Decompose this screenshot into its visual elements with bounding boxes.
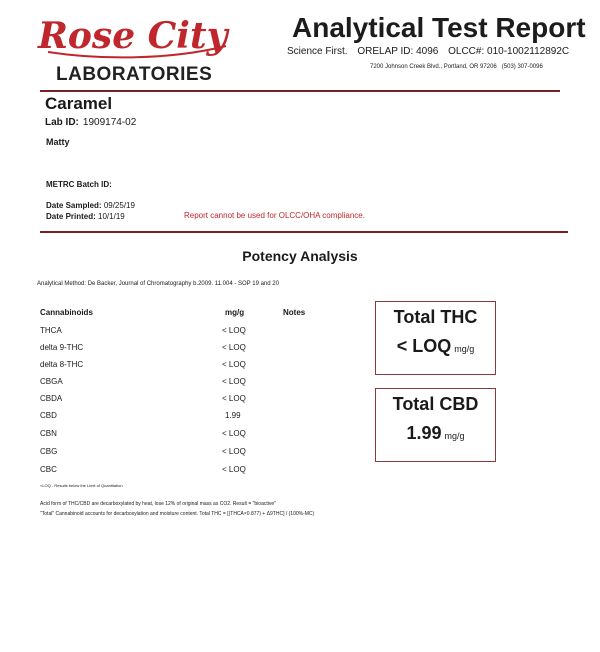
loq-note: <LOQ - Results below the Limit of Quantitation [40,483,123,488]
lab-address-line [370,64,543,70]
cannabinoid-row [0,447,320,464]
cannabinoid-row [0,326,320,343]
date-sampled-label: Date Sampled: [46,201,102,210]
total-cbd-value: 1.99 [406,423,442,443]
cannabinoid-value: < LOQ [222,326,246,335]
analytical-method: Analytical Method: De Backer, Journal of Chromatography b.2009. 11.004 - SOP 19 and 20 [37,281,279,287]
lab-phone: (503) 307-0096 [501,64,543,70]
date-printed-line [46,212,125,221]
metrc-batch-label: METRC Batch ID: [46,180,112,189]
cannabinoid-value: < LOQ [222,377,246,386]
cannabinoid-name: THCA [40,326,62,335]
cannabinoid-row [0,429,320,446]
rose-city-script-logo [30,8,235,64]
cannabinoid-row [0,360,320,377]
total-thc-result [376,336,495,357]
cannabinoid-row [0,343,320,360]
total-cbd-result [376,423,495,444]
notes-header: Notes [283,308,306,317]
lab-logo [30,8,235,88]
logo-script-text: Rose City [38,15,228,57]
cannabinoid-name: CBN [40,429,57,438]
date-sampled-value: 09/25/19 [103,201,135,210]
header-divider [40,90,560,92]
report-title: Analytical Test Report [292,12,586,43]
date-printed-value: 10/1/19 [98,212,125,221]
decarboxylation-note: Acid form of THC/CBD are decarboxylated by heat, lose 12% of original mass as CO2. Result = "bioactive" [40,501,276,507]
cannabinoids-header: Cannabinoids [40,308,93,317]
lab-id-value: 1909174-02 [82,117,137,128]
tagline: Science First. [287,46,348,57]
cannabinoid-value: < LOQ [222,343,246,352]
cannabinoid-name: CBGA [40,377,63,386]
cannabinoid-name: CBDA [40,394,63,403]
olcc-number: OLCC#: 010-1002112892C [448,46,570,57]
total-cbd-unit: mg/g [444,431,465,441]
total-thc-box [375,301,496,375]
total-thc-unit: mg/g [454,344,475,354]
total-thc-label: Total THC [393,307,478,327]
potency-title: Potency Analysis [242,248,358,264]
client-name: Matty [46,137,70,147]
cannabinoid-name: CBD [40,411,57,420]
lab-id-line [45,117,136,128]
cannabinoid-name: delta 9-THC [40,343,84,352]
date-printed-label: Date Printed: [46,212,96,221]
cannabinoid-name: delta 8-THC [40,360,84,369]
unit-header: mg/g [225,308,245,317]
lab-address: 7200 Johnson Creek Blvd., Portland, OR 97206 [370,64,497,70]
cannabinoid-value: < LOQ [222,394,246,403]
cannabinoid-row [0,377,320,394]
cannabinoid-value: < LOQ [222,447,246,456]
total-thc-value: < LOQ [396,336,452,356]
cannabinoid-value: 1.99 [225,411,241,420]
cannabinoid-row [0,394,320,411]
date-sampled-line [46,201,135,210]
cannabinoid-row [0,411,320,428]
lab-identifiers [287,46,576,57]
cannabinoid-name: CBG [40,447,58,456]
total-cbd-label: Total CBD [392,394,479,414]
logo-subtitle: LABORATORIES [56,64,213,85]
lab-id-label: Lab ID: [45,117,79,128]
sample-name: Caramel [45,94,113,113]
section-divider [40,231,568,233]
compliance-warning: Report cannot be used for OLCC/OHA compliance. [184,211,365,220]
cannabinoid-name: CBC [40,465,57,474]
orelap-id: ORELAP ID: 4096 [357,46,439,57]
cannabinoid-value: < LOQ [222,465,246,474]
total-cannabinoid-note: "Total" Cannabinoid accounts for decarboxylation and moisture content. Total THC = [(THCA×0.877) + Δ9THC] / (100%-MC) [40,511,315,517]
cannabinoid-value: < LOQ [222,429,246,438]
total-cbd-box [375,388,496,462]
cannabinoid-value: < LOQ [222,360,246,369]
cannabinoid-row [0,465,320,482]
